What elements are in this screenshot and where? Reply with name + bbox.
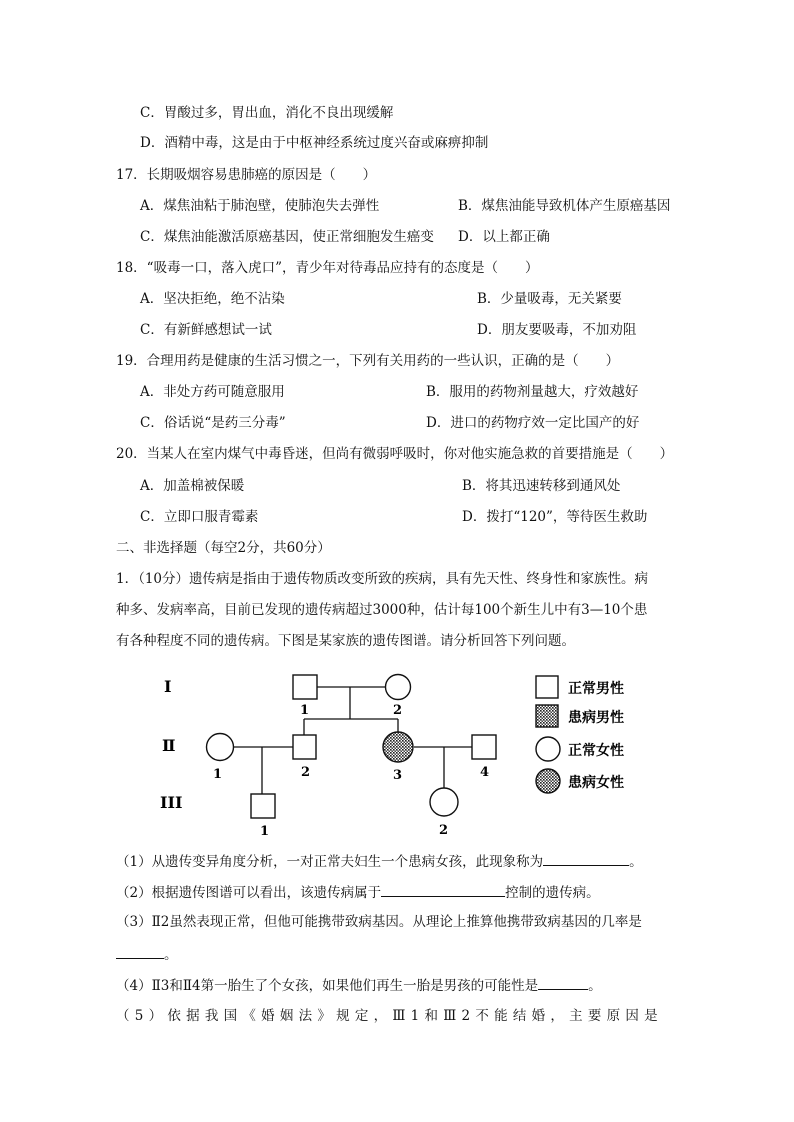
sub-5-char: 依 (167, 1008, 181, 1024)
q19-option-d: D．进口的药物疗效一定比国产的好 (426, 415, 640, 431)
sub-5-char: 和 (424, 1008, 438, 1024)
legend-affected-male-symbol (536, 705, 558, 727)
sub-5-char: 《 (242, 1008, 256, 1024)
sub-5-char: 因 (625, 1008, 639, 1024)
legend-normal-female-label: 正常女性 (568, 743, 624, 759)
q19-option-c: C．俗话说“是药三分毒” (140, 415, 286, 431)
q16-option-c: C．胃酸过多，胃出血，消化不良出现缓解 (140, 105, 394, 121)
q1-sub-question-2: （2）根据遗传图谱可以看出，该遗传病属于 控制的遗传病。 (116, 882, 600, 902)
q18-stem: 18．“吸毒一口，落入虎口”，青少年对待毒品应持有的态度是（ ） (116, 260, 539, 276)
q1-sub-question-1: （1）从遗传变异角度分析，一对正常夫妇生一个患病女孩，此现象称为 。 (116, 851, 643, 871)
number-III1: 1 (260, 824, 270, 839)
legend-normal-male-label: 正常男性 (568, 681, 624, 697)
q19-option-a: A．非处方药可随意服用 (140, 384, 285, 400)
sub-5-char: ） (148, 1008, 163, 1024)
q18-option-c: C．有新鲜感想试一试 (140, 322, 272, 338)
sub-5-char: Ⅲ (443, 1008, 457, 1024)
q1-paragraph-line-1: 1．（10分）遗传病是指由于遗传物质改变所致的疾病，具有先天性、终身性和家族性。病 (116, 571, 649, 587)
answer-blank-3[interactable] (116, 944, 164, 959)
sub-5-char: 5 (134, 1008, 144, 1024)
sub-5-char: 结 (512, 1008, 527, 1024)
answer-blank-4[interactable] (538, 975, 588, 990)
q1-sub-question-3: （3）Ⅱ2虽然表现正常，但他可能携带致病基因。从理论上推算他携带致病基因的几率是 (116, 914, 642, 930)
sub-5-char: 要 (587, 1008, 602, 1024)
q17-stem: 17．长期吸烟容易患肺癌的原因是（ ） (116, 167, 377, 183)
sub-5-char: ， (373, 1008, 388, 1024)
q18-option-b: B．少量吸毒，无关紧要 (477, 291, 622, 307)
sub-5-char: 是 (644, 1008, 658, 1024)
number-II1: 1 (213, 767, 223, 782)
individual-III1-normal-male (251, 794, 275, 818)
q1-sub-question-5 (116, 1007, 658, 1025)
sub-5-char: ， (550, 1008, 564, 1024)
number-II3: 3 (393, 768, 403, 783)
sub-5-char: 婚 (531, 1008, 546, 1024)
sub-5-char: 姻 (279, 1008, 294, 1024)
sub-5-char: 主 (569, 1008, 583, 1024)
q20-option-b: B．将其迅速转移到通风处 (462, 478, 621, 494)
sub-5-char: 》 (317, 1008, 331, 1024)
sub-5-char: 据 (186, 1008, 200, 1024)
q17-option-c: C．煤焦油能激活原癌基因，使正常细胞发生癌变 (140, 229, 434, 245)
number-II2: 2 (301, 765, 311, 780)
individual-II3-affected-female (383, 732, 413, 762)
sub-5-char: 法 (298, 1008, 313, 1024)
section-2-heading: 二、非选择题（每空2分，共60分） (116, 540, 331, 556)
legend-normal-female-symbol (536, 737, 560, 761)
number-I2: 2 (393, 703, 403, 718)
q17-option-d: D．以上都正确 (458, 229, 550, 245)
q16-option-d: D．酒精中毒，这是由于中枢神经系统过度兴奋或麻痹抑制 (140, 135, 489, 151)
individual-II2-normal-male (293, 735, 316, 759)
q1-paragraph-line-3: 有各种程度不同的遗传病。下图是某家族的遗传图谱。请分析回答下列问题。 (116, 633, 575, 649)
individual-I1-normal-male (293, 675, 317, 699)
q1-sub-question-3-cont: 。 (116, 944, 178, 964)
sub-5-char: Ⅲ (392, 1008, 406, 1024)
generation-label-II: Ⅱ (162, 736, 176, 755)
sub-5-char: 2 (461, 1008, 471, 1024)
individual-III2-normal-female (430, 788, 458, 816)
legend-affected-female-label: 患病女性 (568, 775, 624, 791)
sub-5-char: 定 (354, 1008, 369, 1024)
sub-5-char: 1 (410, 1008, 420, 1024)
answer-blank-2[interactable] (381, 882, 505, 897)
q18-option-d: D．朋友要吸毒，不加劝阻 (477, 322, 637, 338)
q19-option-b: B．服用的药物剂量越大，疗效越好 (426, 384, 639, 400)
answer-blank-1[interactable] (543, 851, 629, 866)
q1-sub-question-4: （4）Ⅱ3和Ⅱ4第一胎生了个女孩，如果他们再生一胎是男孩的可能性是 。 (116, 975, 602, 995)
sub-5-char: 我 (204, 1008, 219, 1024)
legend-affected-female-symbol (536, 769, 560, 793)
legend-normal-male-symbol (536, 676, 558, 698)
number-I1: 1 (300, 703, 310, 718)
sub-5-char: 能 (494, 1008, 508, 1024)
q20-option-c: C．立即口服青霉素 (140, 509, 259, 525)
individual-I2-normal-female (386, 675, 411, 700)
sub-5-char: 婚 (261, 1008, 275, 1024)
generation-label-III: III (160, 793, 183, 812)
individual-II1-normal-female (207, 734, 234, 761)
q20-option-d: D．拨打“120”，等待医生救助 (462, 509, 648, 525)
q17-option-a: A．煤焦油粘于肺泡壁，使肺泡失去弹性 (140, 198, 380, 214)
generation-label-I: I (164, 677, 172, 696)
sub-5-char: 不 (475, 1008, 489, 1024)
q17-option-b: B．煤焦油能导致机体产生原癌基因 (458, 198, 671, 214)
sub-5-char: （ (116, 1008, 130, 1024)
sub-5-char: 原 (606, 1008, 621, 1024)
sub-5-char: 国 (223, 1008, 238, 1024)
legend-affected-male-label: 患病男性 (568, 710, 624, 726)
q19-stem: 19．合理用药是健康的生活习惯之一，下列有关用药的一些认识，正确的是（ ） (116, 353, 620, 369)
q20-option-a: A．加盖棉被保暖 (140, 478, 245, 494)
individual-II4-normal-male (472, 735, 496, 759)
pedigree-diagram (150, 662, 670, 842)
number-III2: 2 (439, 823, 449, 838)
q1-paragraph-line-2: 种多、发病率高，目前已发现的遗传病超过3000种，估计每100个新生儿中有3—10个患 (116, 602, 648, 618)
number-II4: 4 (480, 765, 490, 780)
q20-stem: 20．当某人在室内煤气中毒昏迷，但尚有微弱呼吸时，你对他实施急救的首要措施是（ ） (116, 446, 674, 462)
sub-5-char: 规 (336, 1008, 350, 1024)
q18-option-a: A．坚决拒绝，绝不沾染 (140, 291, 285, 307)
